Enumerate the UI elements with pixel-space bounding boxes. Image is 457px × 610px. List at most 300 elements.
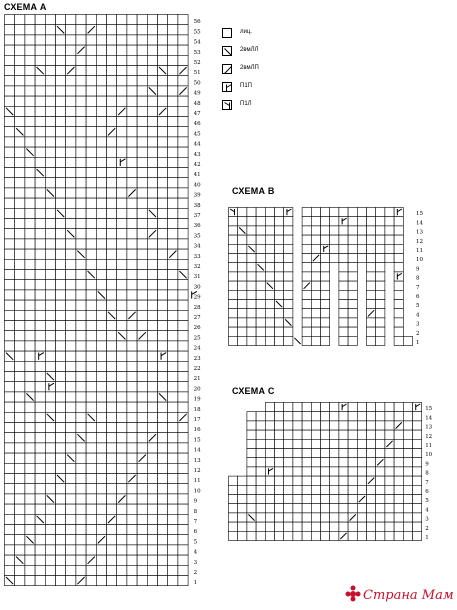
stitch-cell — [15, 45, 25, 55]
stitch-cell — [96, 382, 106, 392]
stitch-cell — [117, 555, 127, 565]
stitch-cell — [256, 272, 265, 281]
stitch-cell — [330, 504, 339, 513]
stitch-cell — [25, 219, 35, 229]
stitch-cell — [107, 290, 117, 300]
stitch-cell — [348, 309, 357, 318]
stitch-cell — [5, 392, 15, 402]
stitch-cell — [25, 565, 35, 575]
stitch-cell — [178, 259, 188, 269]
stitch-cell — [229, 290, 238, 299]
stitch-cell — [367, 235, 376, 244]
stitch-cell — [86, 208, 96, 218]
stitch-cell — [265, 336, 274, 345]
stitch-cell — [147, 117, 157, 127]
stitch-cell — [96, 259, 106, 269]
stitch-cell — [339, 254, 348, 263]
stitch-cell — [147, 15, 157, 25]
stitch-cell — [321, 309, 330, 318]
stitch-cell — [56, 259, 66, 269]
stitch-cell — [275, 439, 284, 448]
stitch-cell — [284, 485, 293, 494]
stitch-cell — [5, 361, 15, 371]
row-number-label: 38 — [193, 202, 201, 209]
stitch-cell — [45, 280, 55, 290]
stitch-cell — [367, 430, 376, 439]
stitch-cell — [348, 254, 357, 263]
stitch-cell — [127, 372, 137, 382]
stitch-cell — [158, 55, 168, 65]
stitch-cell — [321, 476, 330, 485]
stitch-cell — [127, 55, 137, 65]
stitch-cell — [394, 449, 403, 458]
stitch-cell — [127, 66, 137, 76]
stitch-cell — [367, 254, 376, 263]
row-number-label: 17 — [193, 417, 201, 423]
stitch-cell — [15, 117, 25, 127]
stitch-cell — [86, 198, 96, 208]
stitch-cell — [168, 259, 178, 269]
stitch-cell — [5, 55, 15, 65]
row-number-label: 4 — [416, 312, 420, 319]
stitch-cell — [376, 449, 385, 458]
stitch-cell — [385, 208, 394, 217]
stitch-cell — [66, 331, 76, 341]
stitch-cell — [348, 403, 357, 412]
stitch-cell — [403, 430, 412, 439]
stitch-cell — [56, 555, 66, 565]
row-number-label: 47 — [193, 111, 201, 117]
stitch-cell — [25, 66, 35, 76]
stitch-cell — [86, 576, 96, 586]
stitch-cell — [66, 300, 76, 310]
stitch-cell — [229, 244, 238, 253]
stitch-cell — [107, 463, 117, 473]
stitch-cell — [137, 300, 147, 310]
stitch-cell — [117, 66, 127, 76]
stitch-cell — [302, 522, 311, 531]
stitch-cell — [293, 403, 302, 412]
stitch-cell — [339, 300, 348, 309]
stitch-cell — [137, 259, 147, 269]
stitch-cell — [265, 439, 274, 448]
stitch-cell — [321, 421, 330, 430]
stitch-cell — [86, 229, 96, 239]
stitch-cell — [25, 270, 35, 280]
stitch-cell — [107, 96, 117, 106]
stitch-cell — [275, 430, 284, 439]
stitch-cell — [367, 272, 376, 281]
stitch-cell — [339, 318, 348, 327]
row-number-label: 45 — [193, 131, 201, 138]
legend-label: 2вмЛП — [240, 65, 259, 71]
row-number-label: 33 — [193, 253, 201, 260]
stitch-cell — [96, 555, 106, 565]
stitch-cell — [293, 458, 302, 467]
stitch-cell — [357, 449, 366, 458]
stitch-cell — [311, 522, 320, 531]
stitch-cell — [137, 525, 147, 535]
stitch-cell — [147, 45, 157, 55]
stitch-cell — [413, 439, 422, 448]
row-number-label: 5 — [425, 498, 429, 505]
stitch-cell — [147, 484, 157, 494]
stitch-cell — [45, 45, 55, 55]
stitch-cell — [45, 86, 55, 96]
stitch-cell — [178, 351, 188, 361]
stitch-cell — [25, 290, 35, 300]
stitch-cell — [376, 476, 385, 485]
stitch-cell — [56, 565, 66, 575]
stitch-cell — [66, 96, 76, 106]
row-number-label: 15 — [425, 406, 433, 413]
stitch-cell — [5, 331, 15, 341]
stitch-cell — [256, 495, 265, 504]
stitch-cell — [178, 372, 188, 382]
stitch-cell — [321, 290, 330, 299]
stitch-cell — [311, 226, 320, 235]
stitch-cell — [178, 127, 188, 137]
stitch-cell — [5, 433, 15, 443]
row-number-label: 4 — [425, 507, 429, 514]
stitch-cell — [25, 341, 35, 351]
stitch-cell — [238, 327, 247, 336]
watermark-text: Страна Мам — [363, 588, 454, 603]
stitch-cell — [247, 458, 256, 467]
stitch-cell — [178, 35, 188, 45]
stitch-cell — [96, 361, 106, 371]
stitch-cell — [76, 219, 86, 229]
stitch-cell — [76, 147, 86, 157]
stitch-cell — [158, 270, 168, 280]
row-number-label: 52 — [193, 60, 201, 66]
stitch-cell — [147, 280, 157, 290]
chart-a-grid — [4, 14, 214, 589]
stitch-cell — [229, 226, 238, 235]
stitch-cell — [178, 117, 188, 127]
row-number-label: 54 — [193, 39, 201, 46]
stitch-cell — [168, 382, 178, 392]
stitch-cell — [5, 259, 15, 269]
stitch-cell — [117, 249, 127, 259]
stitch-cell — [127, 178, 137, 188]
stitch-cell — [127, 280, 137, 290]
stitch-cell — [137, 382, 147, 392]
stitch-cell — [96, 178, 106, 188]
stitch-cell — [158, 514, 168, 524]
stitch-cell — [127, 443, 137, 453]
stitch-cell — [158, 423, 168, 433]
stitch-cell — [403, 336, 412, 345]
stitch-cell — [265, 412, 274, 421]
symbol-p1l-icon — [225, 103, 230, 110]
stitch-cell — [45, 402, 55, 412]
stitch-cell — [413, 421, 422, 430]
stitch-cell — [265, 272, 274, 281]
stitch-cell — [302, 217, 311, 226]
stitch-cell — [367, 513, 376, 522]
stitch-cell — [117, 514, 127, 524]
stitch-cell — [367, 403, 376, 412]
stitch-cell — [339, 217, 348, 226]
stitch-cell — [15, 361, 25, 371]
stitch-cell — [247, 318, 256, 327]
stitch-cell — [56, 433, 66, 443]
stitch-cell — [35, 106, 45, 116]
stitch-cell — [394, 467, 403, 476]
stitch-cell — [45, 463, 55, 473]
stitch-cell — [76, 525, 86, 535]
stitch-cell — [96, 168, 106, 178]
stitch-cell — [403, 495, 412, 504]
stitch-cell — [5, 188, 15, 198]
stitch-cell — [15, 25, 25, 35]
stitch-cell — [284, 531, 293, 540]
stitch-cell — [107, 474, 117, 484]
stitch-cell — [137, 565, 147, 575]
stitch-cell — [238, 263, 247, 272]
stitch-cell — [238, 485, 247, 494]
stitch-cell — [256, 226, 265, 235]
stitch-cell — [137, 443, 147, 453]
stitch-cell — [96, 76, 106, 86]
stitch-cell — [107, 372, 117, 382]
stitch-cell — [56, 219, 66, 229]
stitch-cell — [168, 402, 178, 412]
stitch-cell — [96, 372, 106, 382]
stitch-cell — [5, 412, 15, 422]
stitch-cell — [394, 281, 403, 290]
stitch-cell — [147, 219, 157, 229]
stitch-cell — [5, 229, 15, 239]
stitch-cell — [376, 263, 385, 272]
stitch-cell — [376, 272, 385, 281]
stitch-cell — [117, 270, 127, 280]
stitch-cell — [35, 474, 45, 484]
stitch-cell — [56, 198, 66, 208]
stitch-cell — [265, 513, 274, 522]
row-number-label: 12 — [193, 468, 201, 474]
stitch-cell — [86, 15, 96, 25]
stitch-cell — [96, 484, 106, 494]
stitch-cell — [86, 178, 96, 188]
stitch-cell — [117, 55, 127, 65]
stitch-cell — [376, 235, 385, 244]
stitch-cell — [403, 504, 412, 513]
stitch-cell — [229, 531, 238, 540]
stitch-cell — [127, 147, 137, 157]
stitch-cell — [86, 106, 96, 116]
row-number-label: 49 — [193, 90, 201, 97]
stitch-cell — [15, 525, 25, 535]
stitch-cell — [394, 336, 403, 345]
stitch-cell — [107, 270, 117, 280]
row-number-label: 55 — [193, 29, 201, 36]
stitch-cell — [56, 157, 66, 167]
chart-c-title: СХЕМА С — [232, 386, 275, 396]
stitch-cell — [66, 463, 76, 473]
stitch-cell — [367, 495, 376, 504]
stitch-cell — [256, 531, 265, 540]
stitch-cell — [96, 351, 106, 361]
stitch-cell — [86, 157, 96, 167]
stitch-cell — [5, 168, 15, 178]
stitch-cell — [15, 259, 25, 269]
stitch-cell — [330, 485, 339, 494]
stitch-cell — [330, 403, 339, 412]
stitch-cell — [86, 239, 96, 249]
stitch-cell — [35, 433, 45, 443]
stitch-cell — [45, 310, 55, 320]
stitch-cell — [86, 565, 96, 575]
stitch-cell — [168, 15, 178, 25]
stitch-cell — [96, 321, 106, 331]
stitch-cell — [137, 372, 147, 382]
stitch-cell — [168, 290, 178, 300]
stitch-cell — [66, 545, 76, 555]
stitch-cell — [394, 513, 403, 522]
stitch-cell — [321, 318, 330, 327]
stitch-cell — [284, 327, 293, 336]
stitch-cell — [147, 453, 157, 463]
stitch-cell — [147, 249, 157, 259]
stitch-cell — [293, 467, 302, 476]
stitch-cell — [147, 372, 157, 382]
row-number-label: 13 — [193, 457, 201, 464]
stitch-cell — [107, 45, 117, 55]
stitch-cell — [96, 239, 106, 249]
stitch-cell — [229, 476, 238, 485]
stitch-cell — [5, 86, 15, 96]
stitch-cell — [339, 476, 348, 485]
stitch-cell — [117, 198, 127, 208]
row-number-label: 11 — [193, 478, 201, 485]
stitch-cell — [293, 449, 302, 458]
stitch-cell — [357, 467, 366, 476]
stitch-cell — [66, 188, 76, 198]
stitch-cell — [107, 412, 117, 422]
stitch-cell — [158, 382, 168, 392]
stitch-cell — [25, 504, 35, 514]
stitch-cell — [348, 531, 357, 540]
stitch-cell — [178, 147, 188, 157]
stitch-cell — [168, 35, 178, 45]
stitch-cell — [357, 485, 366, 494]
stitch-cell — [5, 382, 15, 392]
stitch-cell — [96, 198, 106, 208]
stitch-cell — [15, 341, 25, 351]
stitch-cell — [284, 272, 293, 281]
stitch-cell — [5, 463, 15, 473]
stitch-cell — [348, 439, 357, 448]
stitch-cell — [127, 351, 137, 361]
stitch-cell — [76, 157, 86, 167]
stitch-cell — [35, 463, 45, 473]
stitch-cell — [66, 239, 76, 249]
stitch-cell — [293, 513, 302, 522]
chart-b-grid — [228, 207, 443, 367]
stitch-cell — [376, 412, 385, 421]
stitch-cell — [385, 235, 394, 244]
row-number-label: 11 — [416, 248, 423, 254]
stitch-cell — [86, 392, 96, 402]
stitch-cell — [376, 522, 385, 531]
stitch-cell — [137, 341, 147, 351]
legend-label: П1Л — [240, 101, 252, 107]
stitch-cell — [376, 217, 385, 226]
stitch-cell — [45, 423, 55, 433]
stitch-cell — [15, 280, 25, 290]
legend-swatch-p1p-icon — [222, 82, 232, 92]
stitch-cell — [178, 45, 188, 55]
stitch-cell — [284, 254, 293, 263]
row-number-label: 28 — [193, 304, 201, 311]
stitch-cell — [117, 504, 127, 514]
stitch-cell — [357, 458, 366, 467]
stitch-cell — [178, 504, 188, 514]
stitch-cell — [45, 525, 55, 535]
stitch-cell — [394, 208, 403, 217]
stitch-cell — [137, 35, 147, 45]
stitch-cell — [25, 484, 35, 494]
stitch-cell — [56, 76, 66, 86]
row-number-label: 23 — [193, 355, 201, 362]
stitch-cell — [86, 290, 96, 300]
stitch-cell — [96, 66, 106, 76]
stitch-cell — [275, 281, 284, 290]
stitch-cell — [96, 474, 106, 484]
stitch-cell — [284, 208, 293, 217]
stitch-cell — [35, 310, 45, 320]
stitch-cell — [376, 403, 385, 412]
stitch-cell — [265, 254, 274, 263]
stitch-cell — [25, 555, 35, 565]
stitch-cell — [330, 244, 339, 253]
stitch-cell — [56, 35, 66, 45]
stitch-cell — [86, 484, 96, 494]
stitch-cell — [56, 147, 66, 157]
stitch-cell — [45, 453, 55, 463]
stitch-cell — [25, 576, 35, 586]
stitch-cell — [117, 168, 127, 178]
stitch-cell — [137, 545, 147, 555]
stitch-cell — [311, 504, 320, 513]
stitch-cell — [66, 361, 76, 371]
stitch-cell — [137, 321, 147, 331]
stitch-cell — [86, 351, 96, 361]
legend-item-knit — [222, 28, 292, 40]
stitch-cell — [293, 495, 302, 504]
stitch-cell — [229, 208, 238, 217]
stitch-cell — [76, 321, 86, 331]
stitch-cell — [357, 531, 366, 540]
stitch-cell — [147, 392, 157, 402]
stitch-cell — [178, 219, 188, 229]
stitch-cell — [137, 535, 147, 545]
stitch-cell — [45, 25, 55, 35]
stitch-cell — [56, 392, 66, 402]
stitch-cell — [117, 300, 127, 310]
stitch-cell — [321, 300, 330, 309]
stitch-cell — [76, 453, 86, 463]
stitch-cell — [56, 514, 66, 524]
stitch-cell — [15, 239, 25, 249]
stitch-cell — [76, 137, 86, 147]
stitch-cell — [127, 259, 137, 269]
stitch-cell — [35, 188, 45, 198]
stitch-cell — [311, 421, 320, 430]
stitch-cell — [45, 66, 55, 76]
